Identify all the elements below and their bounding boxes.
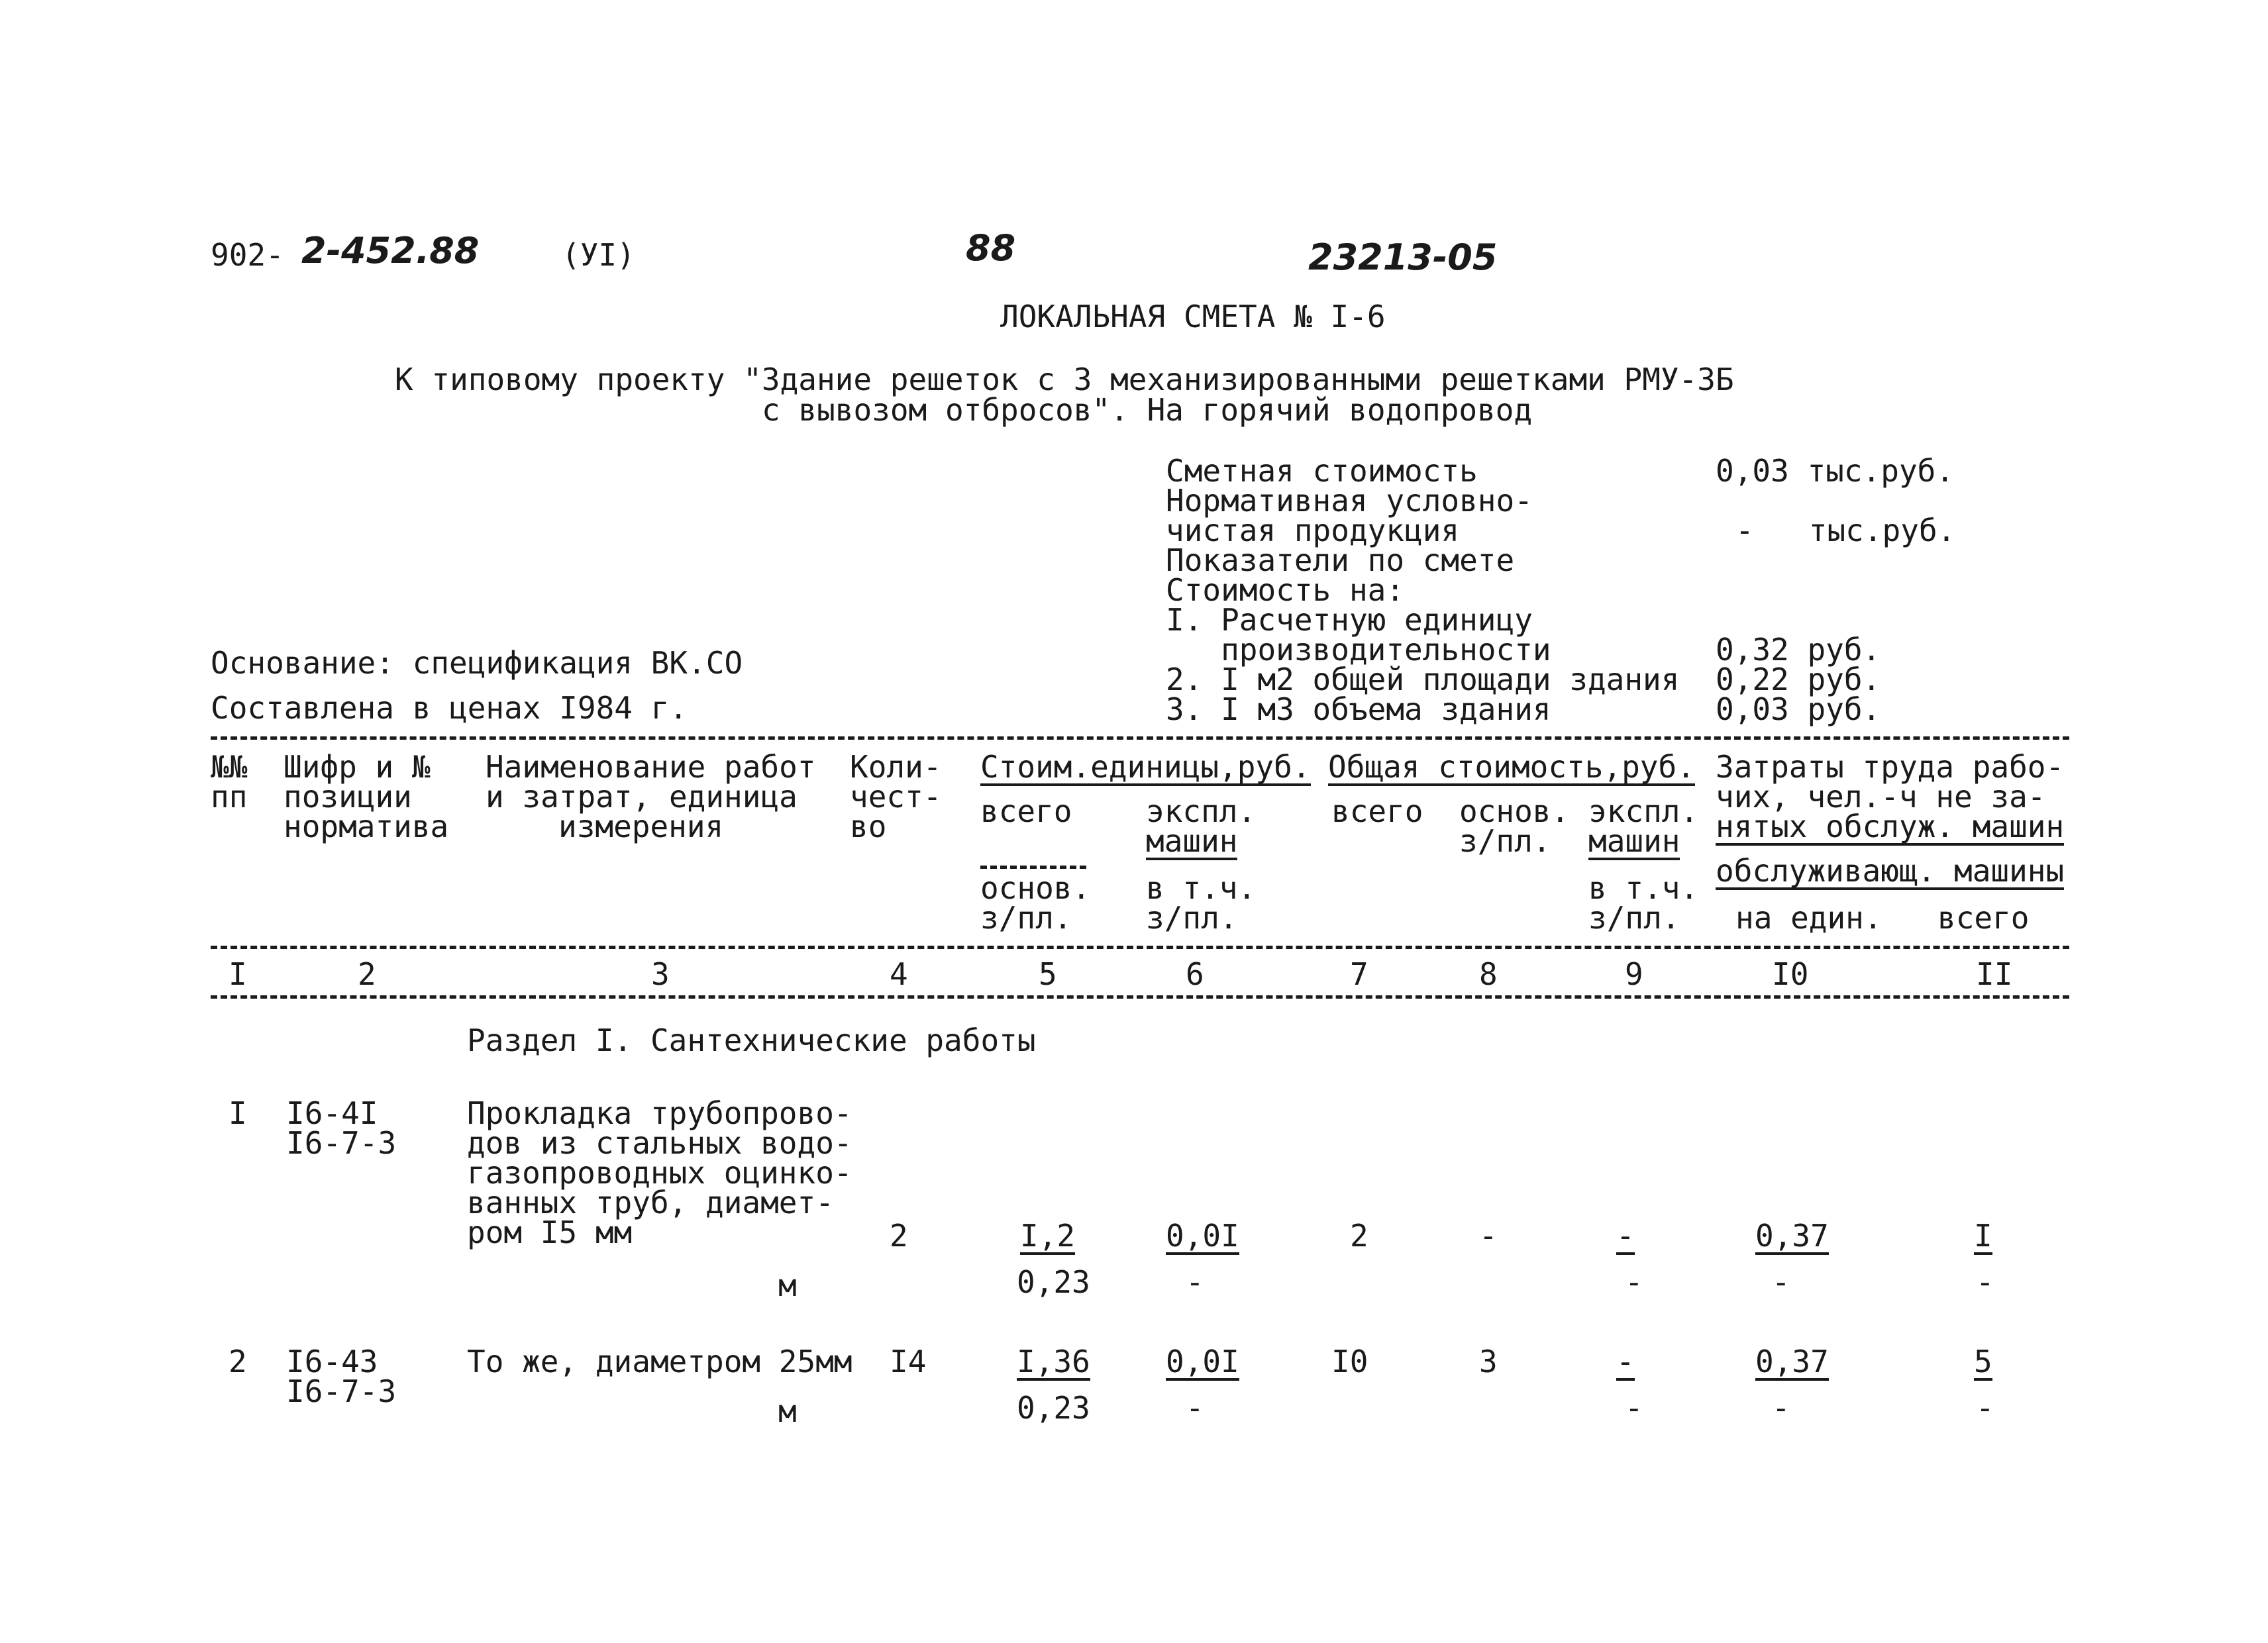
- row-number: 2: [229, 1344, 247, 1379]
- row-unit-cost-wages: 0,23: [1017, 1390, 1090, 1426]
- row-name-line: дов из стальных водо-: [467, 1125, 852, 1161]
- indicator-3-value: 0,03 руб.: [1716, 691, 1881, 727]
- row-code-2: I6-7-3: [286, 1373, 397, 1409]
- row-labor-total: 5: [1974, 1344, 1992, 1379]
- page-number: 88: [966, 227, 1016, 269]
- col6-header-bottom-l1: в т.ч.: [1146, 870, 1257, 906]
- col9-header-bottom-l2: з/пл.: [1588, 900, 1680, 936]
- colnum-5: 5: [1039, 956, 1057, 992]
- project-code-handwritten: 2-452.88: [301, 230, 480, 272]
- row-labor-total-machine: -: [1976, 1264, 1994, 1300]
- row-name-line: ванных труб, диамет-: [467, 1185, 834, 1220]
- row-name-line: Прокладка трубопрово-: [467, 1095, 852, 1131]
- normative-label-1: Нормативная условно-: [1166, 483, 1533, 519]
- table-top-rule: [211, 736, 2069, 740]
- col5-header-top: всего: [980, 793, 1072, 829]
- col4-header-l3: во: [850, 809, 887, 844]
- row-total-cost: 2: [1350, 1218, 1368, 1254]
- row-total-wages: 3: [1479, 1344, 1498, 1379]
- row-total-wages: -: [1479, 1218, 1498, 1254]
- row-total-machine-wages: -: [1625, 1390, 1643, 1426]
- estimated-cost-value: 0,03 тыс.руб.: [1716, 453, 1955, 489]
- estimated-cost-label: Сметная стоимость: [1166, 453, 1478, 489]
- row-unit: м: [778, 1393, 797, 1429]
- row-labor-per-unit-machine: -: [1772, 1390, 1790, 1426]
- row-qty: I4: [890, 1344, 927, 1379]
- project-code-prefix: 902-: [211, 237, 284, 273]
- col2-header-l1: Шифр и №: [284, 749, 431, 785]
- indicator-1-value: 0,32 руб.: [1716, 632, 1881, 668]
- subtitle-line-2: с вывозом отбросов". На горячий водопровод: [762, 392, 1533, 428]
- colnum-11: II: [1976, 956, 2013, 992]
- col11-header: всего: [1937, 900, 2030, 936]
- colnum-7: 7: [1350, 956, 1368, 992]
- indicator-2-value: 0,22 руб.: [1716, 662, 1881, 697]
- row-unit: м: [778, 1268, 797, 1303]
- colnum-4: 4: [890, 956, 908, 992]
- row-code-2: I6-7-3: [286, 1125, 397, 1161]
- row-labor-total: I: [1974, 1218, 1992, 1254]
- row-total-machines: -: [1616, 1344, 1635, 1379]
- indicator-3-label: 3. I м3 объема здания: [1166, 691, 1551, 727]
- col6-header-top-l2: машин: [1146, 823, 1238, 859]
- row-code-1: I6-43: [286, 1344, 378, 1379]
- header-bottom-rule: [211, 946, 2069, 949]
- col4-header-l2: чест-: [850, 779, 942, 815]
- labor-header-l4: обслуживающ. машины: [1716, 853, 2065, 889]
- col8-header-l2: з/пл.: [1459, 823, 1551, 859]
- labor-header-l2: чих, чел.-ч не за-: [1716, 779, 2046, 815]
- col9-header-top-l1: экспл.: [1588, 793, 1699, 829]
- row-total-machine-wages: -: [1625, 1264, 1643, 1300]
- row-unit-cost-total: I,2: [1020, 1218, 1076, 1254]
- col3-header-l2: и затрат, единица: [486, 779, 798, 815]
- col5-header-bottom-l2: з/пл.: [980, 900, 1072, 936]
- unit-cost-group-header: Стоим.единицы,руб.: [980, 749, 1311, 785]
- compiled-text: Составлена в ценах I984 г.: [211, 690, 688, 726]
- row-code-1: I6-4I: [286, 1095, 378, 1131]
- cost-per-label: Стоимость на:: [1166, 572, 1405, 608]
- labor-header-l1: Затраты труда рабо-: [1716, 749, 2065, 785]
- row-qty: 2: [890, 1218, 908, 1254]
- colnum-3: 3: [651, 956, 670, 992]
- col3-header-l3: измерения: [558, 809, 724, 844]
- row-unit-cost-machine-wages: -: [1186, 1264, 1204, 1300]
- col3-header-l1: Наименование работ: [486, 749, 816, 785]
- col10-header: на един.: [1735, 900, 1882, 936]
- col5-header-bottom-l1: основ.: [980, 870, 1091, 906]
- subtitle-line-1: К типовому проекту "Здание решеток с 3 механизированными решетками РМУ-3Б: [395, 362, 1734, 397]
- colnum-bottom-rule: [211, 995, 2069, 999]
- row-labor-total-machine: -: [1976, 1390, 1994, 1426]
- row-total-cost: I0: [1331, 1344, 1368, 1379]
- row-unit-cost-machines: 0,0I: [1166, 1218, 1239, 1254]
- row-labor-per-unit: 0,37: [1755, 1218, 1829, 1254]
- normative-label-2: чистая продукция: [1166, 513, 1460, 548]
- col6-header-bottom-l2: з/пл.: [1146, 900, 1238, 936]
- col5-sub-rule: [980, 866, 1086, 869]
- colnum-10: I0: [1772, 956, 1809, 992]
- document-title: ЛОКАЛЬНАЯ СМЕТА № I-6: [1000, 299, 1386, 334]
- indicator-2-label: 2. I м2 общей площади здания: [1166, 662, 1680, 697]
- indicator-1-line-2: производительности: [1166, 632, 1551, 668]
- row-labor-per-unit: 0,37: [1755, 1344, 1829, 1379]
- colnum-2: 2: [358, 956, 376, 992]
- col7-header: всего: [1331, 793, 1423, 829]
- col1-header-l1: №№: [211, 749, 248, 785]
- row-unit-cost-wages: 0,23: [1017, 1264, 1090, 1300]
- row-name-line: То же, диаметром 25мм: [467, 1344, 852, 1379]
- col4-header-l1: Коли-: [850, 749, 942, 785]
- row-total-machines: -: [1616, 1218, 1635, 1254]
- col2-header-l3: норматива: [284, 809, 449, 844]
- colnum-8: 8: [1479, 956, 1498, 992]
- col8-header-l1: основ.: [1459, 793, 1570, 829]
- row-unit-cost-machine-wages: -: [1186, 1390, 1204, 1426]
- row-name-line: ром I5 мм: [467, 1215, 633, 1250]
- col1-header-l2: пп: [211, 779, 248, 815]
- indicators-label: Показатели по смете: [1166, 542, 1515, 578]
- colnum-6: 6: [1186, 956, 1204, 992]
- volume-number: (УI): [562, 237, 635, 273]
- row-labor-per-unit-machine: -: [1772, 1264, 1790, 1300]
- col9-header-bottom-l1: в т.ч.: [1588, 870, 1699, 906]
- colnum-1: I: [229, 956, 247, 992]
- section-title: Раздел I. Сантехнические работы: [467, 1022, 1036, 1058]
- basis-text: Основание: спецификация ВК.СО: [211, 645, 743, 681]
- row-unit-cost-total: I,36: [1017, 1344, 1090, 1379]
- total-cost-group-header: Общая стоимость,руб.: [1328, 749, 1695, 785]
- col9-header-top-l2: машин: [1588, 823, 1680, 859]
- col6-header-top-l1: экспл.: [1146, 793, 1257, 829]
- labor-header-l3: нятых обслуж. машин: [1716, 809, 2065, 844]
- normative-value: - тыс.руб.: [1735, 513, 1956, 548]
- row-name-line: газопроводных оцинко-: [467, 1155, 852, 1191]
- row-unit-cost-machines: 0,0I: [1166, 1344, 1239, 1379]
- document-number: 23213-05: [1308, 236, 1498, 278]
- row-number: I: [229, 1095, 247, 1131]
- colnum-9: 9: [1625, 956, 1643, 992]
- indicator-1-line-1: I. Расчетную единицу: [1166, 602, 1533, 638]
- col2-header-l2: позиции: [284, 779, 412, 815]
